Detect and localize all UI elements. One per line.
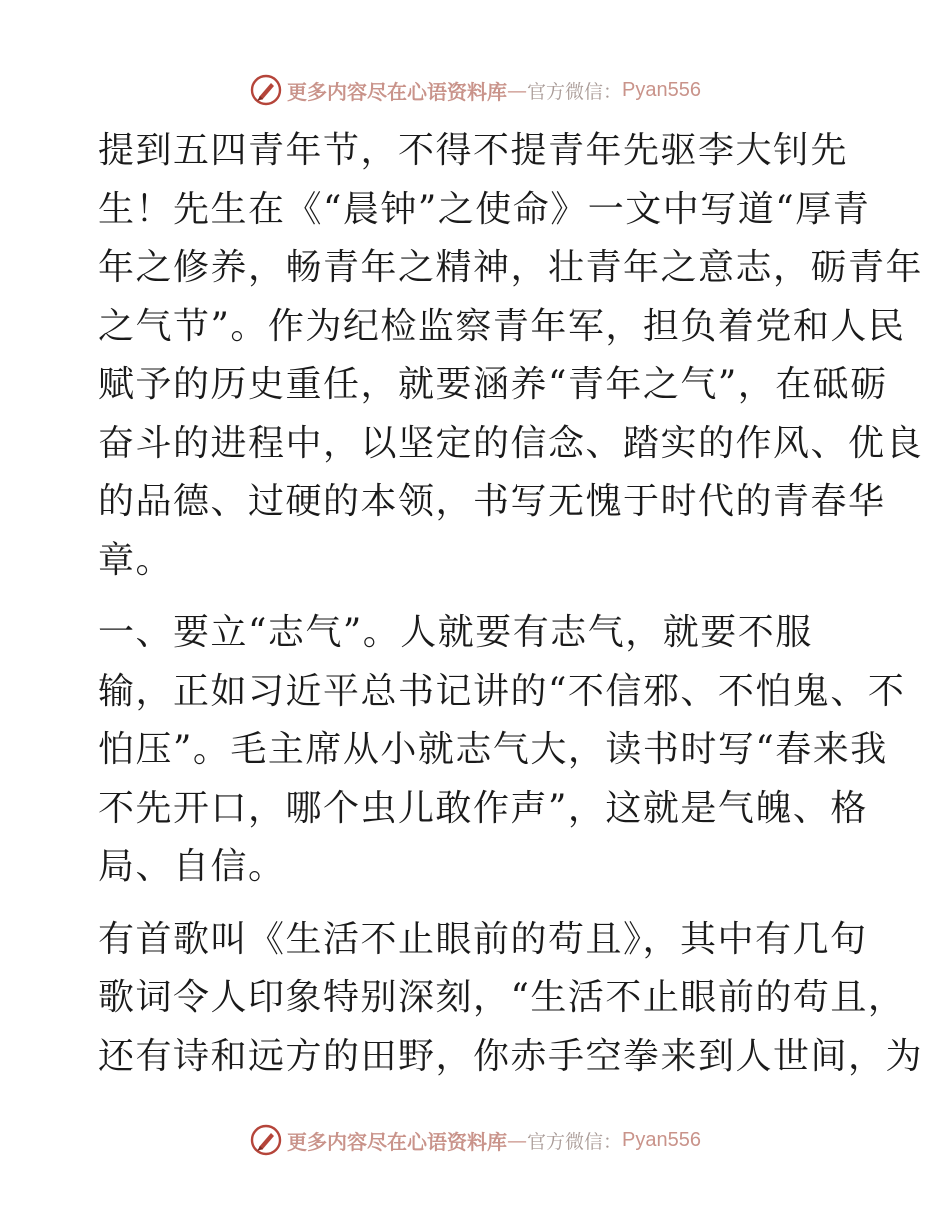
text-line: 赋予的历史重任，就要涵养“青年之气”，在砥砺	[98, 364, 888, 405]
header-wechat-id: Pyan556	[622, 78, 701, 101]
footer-dash: —	[507, 1128, 527, 1152]
text-line: 输，正如习近平总书记讲的“不信邪、不怕鬼、不	[98, 670, 906, 712]
footer-site-name: 更多内容尽在心语资料库	[287, 1129, 507, 1154]
document-body	[98, 122, 924, 1100]
text-line: 有首歌叫《生活不止眼前的苟且》，其中有几句	[98, 918, 868, 960]
header-wechat-label: 官方微信：	[527, 80, 623, 103]
text-line: 章。	[98, 539, 174, 581]
header-site-name: 更多内容尽在心语资料库	[287, 79, 507, 104]
text-line: 的品德、过硬的本领，书写无愧于时代的青春华	[98, 481, 886, 522]
text-line: 局、自信。	[98, 846, 286, 887]
text-line: 提到五四青年节，不得不提青年先驱李大钊先	[98, 130, 849, 171]
paragraph-1	[98, 122, 924, 590]
text-line: 不先开口，哪个虫儿敢作声”，这就是气魄、格	[98, 787, 868, 829]
paragraph-2	[98, 604, 906, 897]
footer-wechat-id: Pyan556	[622, 1128, 701, 1151]
header-banner	[0, 70, 950, 110]
paragraph-3	[98, 911, 924, 1087]
pen-nib-logo-icon	[249, 1123, 283, 1157]
text-line: 年之修养，畅青年之精神，壮青年之意志，砺青年	[98, 247, 924, 288]
text-line: 一、要立“志气”。人就要有志气，就要不服	[98, 612, 813, 653]
footer-wechat-label: 官方微信：	[527, 1130, 623, 1153]
text-line: 生！先生在《“晨钟”之使命》一文中写道“厚青	[98, 188, 871, 230]
pen-nib-logo-icon	[249, 73, 283, 107]
text-line: 奋斗的进程中，以坚定的信念、踏实的作风、优良	[98, 422, 924, 464]
text-line: 歌词令人印象特别深刻，“生活不止眼前的苟且，	[98, 977, 906, 1018]
header-dash: —	[507, 78, 527, 102]
text-line: 怕压”。毛主席从小就志气大，读书时写“春来我	[98, 729, 888, 770]
footer-banner	[0, 1120, 950, 1160]
text-line: 还有诗和远方的田野，你赤手空拳来到人世间，为	[98, 1035, 924, 1077]
text-line: 之气节”。作为纪检监察青年军，担负着党和人民	[98, 305, 906, 347]
